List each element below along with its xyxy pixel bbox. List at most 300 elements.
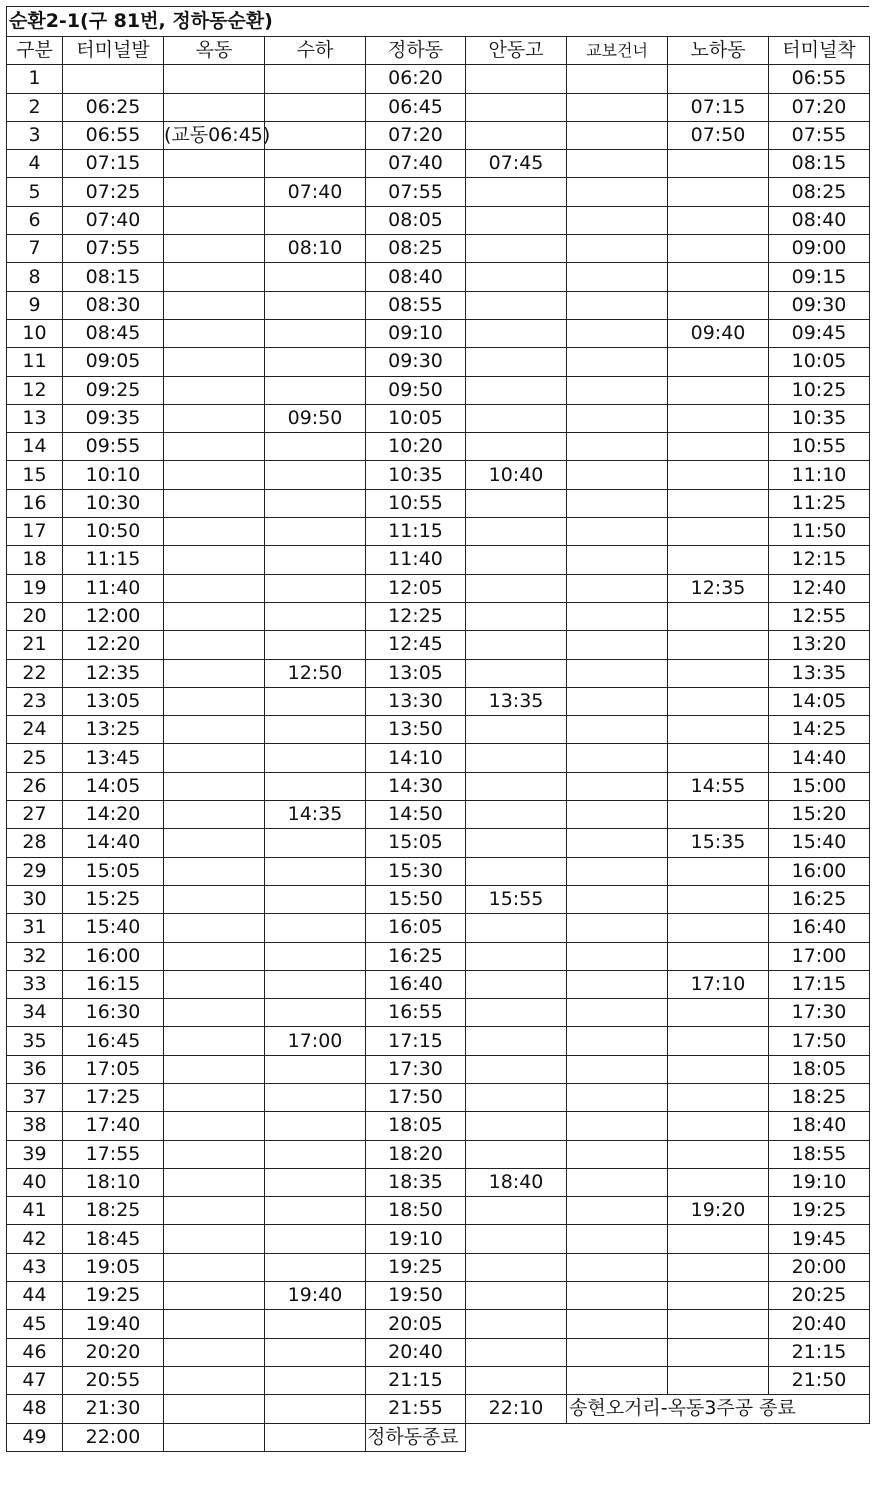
cell-okdong [164,659,265,687]
cell-terminal-arrival: 21:15 [769,1338,870,1366]
cell-terminal-arrival: 17:50 [769,1027,870,1055]
cell-terminal-arrival: 07:55 [769,121,870,149]
col-header-suha: 수하 [265,37,366,65]
table-row [7,178,870,206]
cell-suha [265,291,366,319]
cell-andong-high [466,744,567,772]
cell-jeonghadong: 11:15 [366,518,466,546]
cell-suha [265,489,366,517]
cell-okdong [164,178,265,206]
cell-okdong [164,687,265,715]
cell-andong-high [466,631,567,659]
cell-okdong [164,801,265,829]
cell-jeonghadong: 08:40 [366,263,466,291]
cell-nohadong: 17:10 [668,970,769,998]
cell-nohadong: 14:55 [668,772,769,800]
cell-terminal-arrival: 08:40 [769,206,870,234]
cell-no: 38 [7,1112,63,1140]
cell-nohadong [668,461,769,489]
cell-andong-high [466,206,567,234]
cell-no: 44 [7,1282,63,1310]
cell-terminal-departure: 09:55 [63,433,164,461]
cell-kyobo [567,404,668,432]
cell-jeonghadong: 16:25 [366,942,466,970]
timetable [6,36,870,1452]
cell-no: 24 [7,716,63,744]
table-row-48 [7,1395,870,1423]
table-row [7,404,870,432]
cell-terminal-arrival: 09:15 [769,263,870,291]
cell-nohadong [668,1140,769,1168]
cell-suha: 08:10 [265,235,366,263]
cell-suha [265,1225,366,1253]
cell-okdong [164,1366,265,1394]
table-row [7,1140,870,1168]
cell-terminal-departure: 07:15 [63,150,164,178]
cell-okdong [164,1225,265,1253]
table-row [7,716,870,744]
cell-kyobo [567,319,668,347]
cell-okdong [164,857,265,885]
cell-terminal-arrival: 10:25 [769,376,870,404]
table-row [7,518,870,546]
cell-no: 22 [7,659,63,687]
cell-terminal-departure: 18:10 [63,1168,164,1196]
cell-okdong [164,631,265,659]
cell-terminal-arrival: 10:05 [769,348,870,376]
cell-no: 23 [7,687,63,715]
cell-nohadong [668,602,769,630]
cell-kyobo [567,546,668,574]
cell-suha [265,772,366,800]
cell-terminal-arrival: 20:00 [769,1253,870,1281]
cell-nohadong [668,376,769,404]
cell-andong-high [466,716,567,744]
cell-okdong [164,716,265,744]
cell-terminal-arrival: 21:50 [769,1366,870,1394]
table-row [7,574,870,602]
cell-terminal-arrival: 08:15 [769,150,870,178]
cell-terminal-arrival: 19:25 [769,1197,870,1225]
cell-okdong [164,999,265,1027]
cell-andong-high [466,602,567,630]
cell-terminal-arrival: 12:40 [769,574,870,602]
cell-andong-high [466,1055,567,1083]
table-row [7,461,870,489]
col-header-jeonghadong: 정하동 [366,37,466,65]
cell-jeonghadong: 19:50 [366,1282,466,1310]
cell-okdong [164,744,265,772]
cell-okdong [164,1027,265,1055]
cell-kyobo [567,885,668,913]
cell-suha [265,1338,366,1366]
cell-nohadong [668,914,769,942]
cell-okdong [164,1395,265,1423]
cell-jeonghadong: 11:40 [366,546,466,574]
cell-andong-high [466,518,567,546]
cell-jeonghadong: 08:05 [366,206,466,234]
col-header-nohadong: 노하동 [668,37,769,65]
cell-jeonghadong: 16:40 [366,970,466,998]
cell-no: 29 [7,857,63,885]
cell-suha: 12:50 [265,659,366,687]
cell-nohadong [668,489,769,517]
cell-no: 30 [7,885,63,913]
cell-terminal-arrival: 19:10 [769,1168,870,1196]
cell-no: 35 [7,1027,63,1055]
cell-okdong [164,970,265,998]
cell-terminal-departure: 20:20 [63,1338,164,1366]
cell-nohadong [668,659,769,687]
cell-jeonghadong: 18:35 [366,1168,466,1196]
table-row [7,1197,870,1225]
cell-jeonghadong: 09:50 [366,376,466,404]
cell-kyobo [567,857,668,885]
cell-terminal-arrival: 13:20 [769,631,870,659]
cell-terminal-arrival: 09:00 [769,235,870,263]
table-row [7,291,870,319]
cell-jeonghadong: 10:35 [366,461,466,489]
table-row [7,1112,870,1140]
cell-no: 47 [7,1366,63,1394]
cell-andong-high [466,829,567,857]
cell-jeonghadong: 13:05 [366,659,466,687]
cell-no: 13 [7,404,63,432]
cell-no: 10 [7,319,63,347]
table-row [7,376,870,404]
cell-suha [265,574,366,602]
cell-terminal-departure: 19:40 [63,1310,164,1338]
cell-okdong [164,93,265,121]
cell-jeonghadong: 06:20 [366,65,466,93]
cell-andong-high [466,1225,567,1253]
cell-terminal-arrival: 09:30 [769,291,870,319]
cell-terminal-departure: 08:15 [63,263,164,291]
cell-nohadong [668,1338,769,1366]
cell-suha [265,121,366,149]
cell-terminal-arrival: 15:20 [769,801,870,829]
cell-andong-high [466,772,567,800]
cell-jeonghadong: 08:55 [366,291,466,319]
cell-terminal-arrival: 10:55 [769,433,870,461]
cell-jeonghadong: 12:25 [366,602,466,630]
cell-suha [265,942,366,970]
cell-no: 8 [7,263,63,291]
cell-andong-high: 15:55 [466,885,567,913]
cell-jeonghadong: 10:05 [366,404,466,432]
cell-terminal-arrival: 11:25 [769,489,870,517]
cell-andong-high [466,291,567,319]
cell-andong-high [466,999,567,1027]
cell-andong-high [466,801,567,829]
cell-nohadong [668,348,769,376]
cell-no: 2 [7,93,63,121]
cell-nohadong [668,1168,769,1196]
cell-no: 3 [7,121,63,149]
cell-nohadong [668,65,769,93]
cell-jeonghadong: 09:30 [366,348,466,376]
cell-terminal-arrival: 12:55 [769,602,870,630]
cell-jeonghadong: 14:50 [366,801,466,829]
table-row [7,744,870,772]
cell-nohadong [668,942,769,970]
table-row [7,489,870,517]
cell-andong-high [466,235,567,263]
cell-terminal-arrival: 13:35 [769,659,870,687]
cell-andong-high [466,1197,567,1225]
cell-kyobo [567,1197,668,1225]
cell-jeonghadong: 15:05 [366,829,466,857]
cell-terminal-departure: 12:00 [63,602,164,630]
cell-kyobo [567,433,668,461]
col-header-okdong: 옥동 [164,37,265,65]
cell-andong-high [466,319,567,347]
cell-kyobo [567,574,668,602]
cell-kyobo [567,489,668,517]
cell-suha [265,970,366,998]
cell-jeonghadong: 08:25 [366,235,466,263]
table-row [7,687,870,715]
cell-kyobo [567,376,668,404]
cell-andong-high [466,376,567,404]
cell-no: 15 [7,461,63,489]
cell-suha [265,319,366,347]
cell-nohadong [668,1225,769,1253]
cell-jeonghadong: 12:05 [366,574,466,602]
cell-kyobo [567,602,668,630]
cell-no: 17 [7,518,63,546]
cell-andong-high [466,970,567,998]
cell-kyobo [567,1140,668,1168]
cell-nohadong [668,687,769,715]
cell-kyobo [567,687,668,715]
cell-jeonghadong: 06:45 [366,93,466,121]
cell-no: 1 [7,65,63,93]
cell-andong-high [466,489,567,517]
cell-terminal-departure: 11:15 [63,546,164,574]
cell-kyobo [567,942,668,970]
cell-okdong [164,574,265,602]
cell-kyobo [567,744,668,772]
cell-terminal-departure: 13:25 [63,716,164,744]
cell-jeonghadong: 20:05 [366,1310,466,1338]
cell-okdong [164,235,265,263]
cell-okdong [164,291,265,319]
cell-okdong [164,489,265,517]
cell-okdong [164,829,265,857]
cell-suha [265,206,366,234]
cell-andong-high [466,1282,567,1310]
table-row [7,857,870,885]
cell-jeonghadong: 14:30 [366,772,466,800]
cell-terminal-arrival: 08:25 [769,178,870,206]
cell-terminal-departure: 06:25 [63,93,164,121]
cell-suha: 19:40 [265,1282,366,1310]
cell-suha [265,687,366,715]
cell-nohadong [668,291,769,319]
cell-suha: 17:00 [265,1027,366,1055]
col-header-terminal-departure: 터미널발 [63,37,164,65]
cell-terminal-departure: 13:45 [63,744,164,772]
cell-jeonghadong: 14:10 [366,744,466,772]
cell-okdong [164,433,265,461]
cell-kyobo [567,1338,668,1366]
cell-nohadong [668,1310,769,1338]
table-row [7,1253,870,1281]
cell-nohadong: 19:20 [668,1197,769,1225]
cell-terminal-arrival: 18:40 [769,1112,870,1140]
table-row [7,1338,870,1366]
cell-kyobo [567,206,668,234]
cell-nohadong [668,744,769,772]
cell-suha [265,716,366,744]
cell-jeonghadong: 17:15 [366,1027,466,1055]
cell-jeonghadong: 09:10 [366,319,466,347]
cell-no: 19 [7,574,63,602]
cell-nohadong [668,546,769,574]
cell-nohadong [668,1027,769,1055]
cell-no: 12 [7,376,63,404]
cell-andong-high [466,1112,567,1140]
cell-suha [265,150,366,178]
cell-terminal-departure: 16:30 [63,999,164,1027]
cell-terminal-arrival: 15:00 [769,772,870,800]
cell-terminal-departure [63,65,164,93]
cell-terminal-departure: 18:45 [63,1225,164,1253]
table-row [7,1083,870,1111]
table-row [7,546,870,574]
cell-suha [265,999,366,1027]
table-row [7,93,870,121]
cell-terminal-arrival: 12:15 [769,546,870,574]
cell-okdong [164,885,265,913]
cell-jeonghadong: 정하동종료 [366,1423,466,1451]
cell-no: 21 [7,631,63,659]
cell-kyobo [567,178,668,206]
cell-jeonghadong: 21:15 [366,1366,466,1394]
cell-okdong [164,263,265,291]
table-row [7,150,870,178]
timetable-body [7,65,870,1452]
cell-terminal-departure: 17:55 [63,1140,164,1168]
cell-no: 39 [7,1140,63,1168]
table-row [7,319,870,347]
cell-no: 40 [7,1168,63,1196]
cell-okdong [164,1423,265,1451]
cell-andong-high: 13:35 [466,687,567,715]
cell-suha [265,1055,366,1083]
cell-terminal-departure: 07:25 [63,178,164,206]
cell-okdong [164,772,265,800]
cell-terminal-arrival: 17:30 [769,999,870,1027]
cell-suha [265,1083,366,1111]
table-row [7,970,870,998]
cell-terminal-arrival: 06:55 [769,65,870,93]
cell-suha [265,914,366,942]
cell-no: 14 [7,433,63,461]
cell-kyobo [567,348,668,376]
col-header-kyobo: 교보건너 [567,37,668,65]
cell-andong-high [466,93,567,121]
cell-kyobo [567,1112,668,1140]
cell-terminal-departure: 20:55 [63,1366,164,1394]
cell-jeonghadong: 19:10 [366,1225,466,1253]
cell-okdong [164,461,265,489]
cell-no: 18 [7,546,63,574]
cell-no: 11 [7,348,63,376]
cell-suha [265,631,366,659]
cell-suha [265,348,366,376]
cell-nohadong [668,857,769,885]
cell-kyobo [567,829,668,857]
cell-terminal-departure: 16:45 [63,1027,164,1055]
cell-no: 42 [7,1225,63,1253]
cell-terminal-departure: 08:45 [63,319,164,347]
cell-andong-high: 18:40 [466,1168,567,1196]
cell-kyobo [567,716,668,744]
cell-suha [265,1253,366,1281]
cell-andong-high [466,121,567,149]
cell-terminal-departure: 16:15 [63,970,164,998]
table-row [7,1168,870,1196]
cell-okdong [164,1338,265,1366]
table-row [7,235,870,263]
cell-nohadong: 12:35 [668,574,769,602]
header-row [7,37,870,65]
cell-kyobo [567,1310,668,1338]
table-row [7,885,870,913]
cell-terminal-departure: 14:05 [63,772,164,800]
cell-okdong [164,319,265,347]
cell-terminal-arrival: 20:25 [769,1282,870,1310]
cell-jeonghadong: 18:50 [366,1197,466,1225]
cell-andong-high: 07:45 [466,150,567,178]
cell-nohadong [668,1366,769,1394]
cell-suha [265,546,366,574]
cell-no: 45 [7,1310,63,1338]
cell-terminal-departure: 15:25 [63,885,164,913]
cell-terminal-arrival: 11:50 [769,518,870,546]
cell-andong-high [466,1366,567,1394]
cell-okdong [164,914,265,942]
cell-no: 36 [7,1055,63,1083]
table-row [7,348,870,376]
cell-jeonghadong: 19:25 [366,1253,466,1281]
cell-kyobo [567,970,668,998]
table-row [7,206,870,234]
cell-andong-high [466,178,567,206]
cell-okdong [164,404,265,432]
col-header-andong-high: 안동고 [466,37,567,65]
cell-terminal-departure: 10:10 [63,461,164,489]
cell-nohadong: 07:50 [668,121,769,149]
cell-nohadong [668,1253,769,1281]
cell-kyobo [567,659,668,687]
cell-kyobo [567,631,668,659]
cell-okdong [164,1083,265,1111]
cell-andong-high [466,348,567,376]
cell-no: 6 [7,206,63,234]
cell-jeonghadong: 12:45 [366,631,466,659]
cell-terminal-arrival: 18:55 [769,1140,870,1168]
cell-jeonghadong: 16:05 [366,914,466,942]
cell-suha [265,93,366,121]
cell-jeonghadong: 07:40 [366,150,466,178]
cell-terminal-arrival: 15:40 [769,829,870,857]
cell-no: 49 [7,1423,63,1451]
cell-andong-high [466,263,567,291]
cell-suha [265,829,366,857]
